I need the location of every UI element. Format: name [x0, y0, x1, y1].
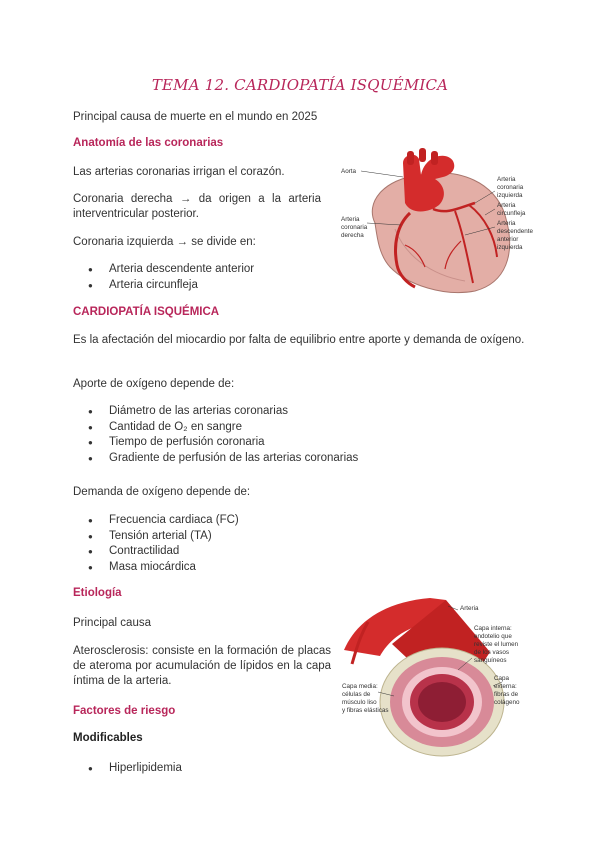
label-descendente: Arteria descendente anterior izquierda [497, 220, 534, 251]
intro-text: Principal causa de muerte en el mundo en 2025 [73, 111, 318, 123]
cardiopatia-paragraph: Es la afectación del miocardio por falta de equilibrio entre aporte y demanda de oxígeno. [73, 334, 525, 346]
list-item: ● Masa miocárdica [73, 560, 239, 576]
label-capa-media: Capa media: células de músculo liso y fibras elásticas [342, 683, 389, 714]
label-aorta: Aorta [341, 168, 357, 175]
list-item: ● Contractilidad [73, 544, 239, 560]
list-item: ● Cantidad de O₂ en sangre [73, 420, 358, 436]
subheading-modificables: Modificables [73, 732, 143, 744]
aorta-branch [407, 151, 414, 165]
list-item: ● Tensión arterial (TA) [73, 529, 239, 545]
label-circunfleja: Arteria circunfleja [497, 202, 526, 217]
leader-line [361, 171, 403, 177]
factores-list [73, 761, 182, 777]
anatomia-list [73, 262, 254, 293]
aorta-branch [419, 148, 426, 162]
aorta-branch [431, 151, 438, 165]
label-coronaria-derecha: Arteria coronaria derecha [341, 216, 368, 239]
lumen-inner [418, 682, 466, 722]
list-item: ● Diámetro de las arterias coronarias [73, 404, 358, 420]
heart-coronary-illustration [335, 145, 545, 295]
artery-cross-section-illustration [338, 592, 538, 762]
heading-etiologia: Etiología [73, 587, 122, 599]
demanda-intro: Demanda de oxígeno depende de: [73, 486, 251, 498]
heading-cardiopatia: CARDIOPATÍA ISQUÉMICA [73, 306, 220, 318]
list-item: ● Arteria descendente anterior [73, 262, 254, 278]
heading-factores: Factores de riesgo [73, 705, 176, 717]
label-arteria: Arteria [460, 605, 479, 612]
etiologia-paragraph-1: Principal causa [73, 617, 151, 629]
aporte-intro: Aporte de oxígeno depende de: [73, 378, 235, 390]
anatomia-paragraph-3: Coronaria izquierda → se divide en: [73, 236, 256, 248]
anatomia-paragraph-2: Coronaria derecha → da origen a la arteria interventricular posterior. [73, 193, 321, 220]
list-item: ● Arteria circunfleja [73, 278, 254, 294]
anatomia-paragraph-1: Las arterias coronarias irrigan el corazón. [73, 166, 285, 178]
label-coronaria-izquierda: Arteria coronaria izquierda [497, 176, 524, 199]
list-item: ● Gradiente de perfusión de las arterias coronarias [73, 451, 358, 467]
demanda-list [73, 513, 239, 575]
label-capa-externa: Capa externa: fibras de colágeno [494, 675, 520, 706]
aporte-list [73, 404, 358, 466]
label-capa-interna: Capa interna: endotelio que reviste el lumen de los vasos sanguíneos [474, 625, 519, 664]
etiologia-paragraph-2: Aterosclerosis: consiste en la formación de placas de ateroma por acumulación de lípidos en la capa íntima de la arteria. [73, 645, 331, 687]
page-title: TEMA 12. CARDIOPATÍA ISQUÉMICA [151, 76, 449, 94]
heading-anatomia: Anatomía de las coronarias [73, 137, 224, 149]
list-item: ● Hiperlipidemia [73, 761, 182, 777]
list-item: ● Frecuencia cardiaca (FC) [73, 513, 239, 529]
list-item: ● Tiempo de perfusión coronaria [73, 435, 358, 451]
